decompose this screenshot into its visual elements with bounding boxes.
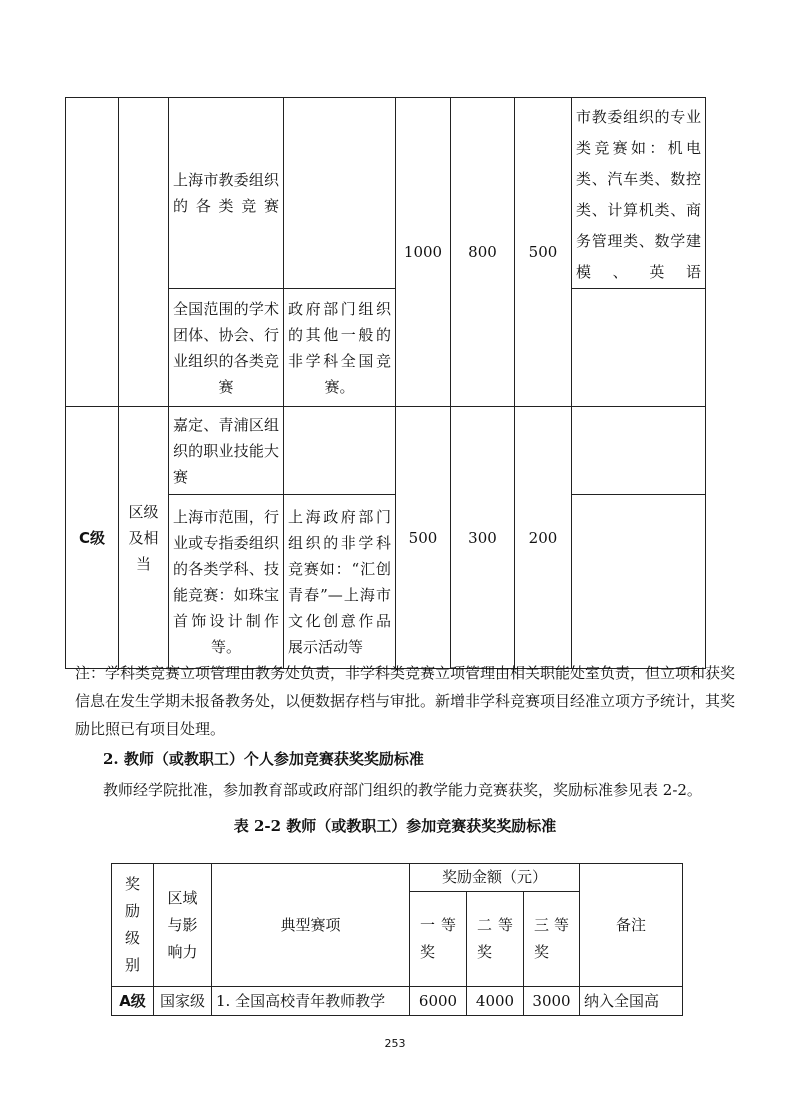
competition-cell: 上海市范围，行业或专指委组织的各类学科、技能竞赛：如珠宝首饰设计制作等。 <box>169 495 284 669</box>
competition-cell: 嘉定、青浦区组织的职业技能大赛 <box>169 407 284 495</box>
third-prize-cell: 3000 <box>524 987 580 1016</box>
competition-cell: 全国范围的学术团体、协会、行业组织的各类竞赛 <box>169 289 284 407</box>
typical-cell <box>284 407 396 495</box>
second-prize-cell: 4000 <box>467 987 524 1016</box>
remark-cell <box>572 495 706 669</box>
level-cell-c: C级 <box>66 407 119 669</box>
header-level: 奖励级别 <box>112 864 154 987</box>
remark-cell <box>572 289 706 407</box>
first-prize-cell: 500 <box>396 407 451 669</box>
header-second: 二等奖 <box>467 892 524 987</box>
competition-cell <box>169 98 284 289</box>
region-cell: 国家级 <box>154 987 212 1016</box>
remark-cell <box>572 407 706 495</box>
region-cell-b <box>119 98 169 407</box>
header-typical: 典型赛项 <box>212 864 410 987</box>
section-heading: 2. 教师（或教职工）个人参加竞赛获奖奖励标准 <box>103 750 424 768</box>
typical-cell: 政府部门组织的其他一般的非学科全国竞赛。 <box>284 289 396 407</box>
second-prize-cell: 800 <box>451 98 515 407</box>
page-number: 253 <box>384 1037 406 1050</box>
table-note: 注：学科类竞赛立项管理由教务处负责，非学科类竞赛立项管理由相关职能处室负责，但立项和获奖信息在发生学期未报备教务处，以便数据存档与审批。新增非学科竞赛项目经准立项方予统计，其奖励比照已有项目处理。 <box>75 664 736 738</box>
typical-cell: 1. 全国高校青年教师教学 <box>212 987 410 1016</box>
first-prize-cell: 1000 <box>396 98 451 407</box>
second-prize-cell: 300 <box>451 407 515 669</box>
third-prize-cell: 200 <box>515 407 572 669</box>
third-prize-cell: 500 <box>515 98 572 407</box>
header-third: 三等奖 <box>524 892 580 987</box>
typical-cell <box>284 98 396 289</box>
header-amount: 奖励金额（元） <box>410 864 580 892</box>
remark-cell: 市教委组织的专业类竞赛如：机电类、汽车类、数控类、计算机类、商务管理类、数学建模、英语 <box>572 98 706 289</box>
header-remark: 备注 <box>580 864 683 987</box>
table-caption: 表 2-2 教师（或教职工）参加竞赛获奖奖励标准 <box>233 817 557 835</box>
table-row <box>112 987 683 1016</box>
remark-cell: 纳入全国高 <box>580 987 683 1016</box>
typical-cell: 上海政府部门组织的非学科竞赛如：“汇创青春”—上海市文化创意作品展示活动等 <box>284 495 396 669</box>
region-cell-c: 区级及相当 <box>119 407 169 669</box>
section-paragraph: 教师经学院批准，参加教育部或政府部门组织的教学能力竞赛获奖，奖励标准参见表 2-2。 <box>103 781 702 799</box>
header-region: 区域与影响力 <box>154 864 212 987</box>
level-cell-b <box>66 98 119 407</box>
award-table-continued <box>65 97 706 669</box>
header-first: 一等奖 <box>410 892 467 987</box>
teacher-award-table <box>111 863 683 1016</box>
level-cell-a: A级 <box>112 987 154 1016</box>
first-prize-cell: 6000 <box>410 987 467 1016</box>
competition-text: 上海市教委组织的各类竞赛 <box>173 171 279 215</box>
